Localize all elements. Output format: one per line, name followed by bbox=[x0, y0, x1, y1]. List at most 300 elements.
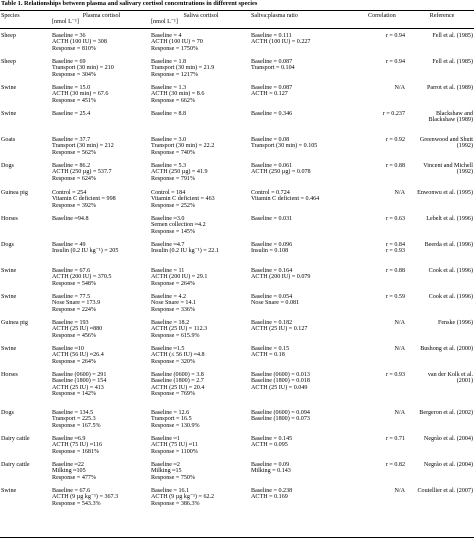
saliva-cell bbox=[151, 85, 204, 104]
cell-line: Response = 264% bbox=[52, 358, 97, 365]
cell-line: ACTH = 0.095 bbox=[251, 442, 288, 449]
plasma-cell bbox=[52, 242, 118, 255]
cell-line: Response = 477% bbox=[52, 474, 97, 481]
cell-line: Cook et al. (1996) bbox=[428, 268, 473, 274]
reference-cell bbox=[411, 33, 473, 39]
reference-cell bbox=[411, 320, 473, 326]
cell-line: Response = 1681% bbox=[52, 448, 100, 455]
cell-line: Parrot et al. (1989) bbox=[426, 85, 473, 91]
cell-line: Transport = 0.104 bbox=[251, 65, 295, 72]
cell-line: Baseline = 8.8 bbox=[151, 111, 187, 117]
bottom-rule bbox=[0, 537, 474, 538]
cell-line: Baseline (1800) = 154 bbox=[52, 378, 107, 385]
cell-line: ACTH (25 IU) = 413 bbox=[52, 384, 104, 391]
species-cell bbox=[1, 111, 16, 117]
cell-line: Beerda et al. (1996) bbox=[424, 242, 473, 248]
correlation-cell bbox=[368, 242, 405, 255]
cell-line: Baseline ≈6.9 bbox=[52, 436, 86, 442]
correlation-cell bbox=[368, 436, 405, 442]
cell-line: Baseline (1800) = 2.7 bbox=[151, 378, 204, 385]
plasma-cell bbox=[52, 216, 89, 222]
cell-line: Nose Snare = 173.9 bbox=[52, 300, 101, 307]
plasma-cell bbox=[52, 137, 114, 156]
cell-line: Baseline = 0.031 bbox=[251, 216, 293, 222]
ratio-cell bbox=[251, 462, 291, 475]
cell-line: Control = 0.724 bbox=[251, 190, 290, 196]
cell-line: (2001) bbox=[456, 378, 473, 385]
cell-line: r = 0.94 bbox=[385, 59, 405, 65]
cell-line: ACTH = 0.18 bbox=[251, 352, 285, 359]
cell-line: Baseline = 12.6 bbox=[151, 410, 190, 416]
cell-line: Baseline (0600) = 291 bbox=[52, 372, 107, 378]
cell-line: Response = 130.9% bbox=[151, 422, 200, 429]
correlation-cell bbox=[368, 372, 405, 378]
cell-line: Swine bbox=[1, 85, 17, 91]
plasma-cell bbox=[52, 33, 107, 52]
cell-line: Response = 769% bbox=[151, 390, 196, 397]
cell-line: ACTH = 0.169 bbox=[251, 494, 288, 501]
plasma-cell bbox=[52, 346, 104, 365]
cell-line: Swine bbox=[1, 268, 17, 274]
cell-line: r = 0.88 bbox=[385, 163, 405, 169]
cell-line: Response = 810% bbox=[52, 45, 97, 52]
cell-line: Response = 750% bbox=[151, 474, 196, 481]
cell-line: Dogs bbox=[1, 242, 14, 248]
ratio-cell bbox=[251, 320, 307, 333]
plasma-cell bbox=[52, 372, 106, 397]
saliva-cell bbox=[151, 242, 219, 255]
cell-line: r = 0.63 bbox=[385, 216, 405, 222]
cell-line: Baseline = 0.061 bbox=[251, 163, 293, 169]
cell-line: ACTH (200 IU) = 370.5 bbox=[52, 274, 112, 281]
saliva-cell bbox=[151, 346, 205, 365]
correlation-cell bbox=[368, 163, 405, 169]
reference-cell bbox=[411, 410, 473, 416]
cell-line: Negrão et al. (2004) bbox=[423, 436, 473, 442]
cell-line: Baseline = 193 bbox=[52, 320, 89, 326]
cell-line: Baseline = 0.182 bbox=[251, 320, 293, 326]
cell-line: Response = 1750% bbox=[151, 45, 199, 52]
cell-line: Response = 336% bbox=[151, 306, 196, 313]
species-cell bbox=[1, 462, 30, 468]
cell-line: ACTH (25 IU) ≈880 bbox=[52, 326, 103, 333]
cell-line: Response = 304% bbox=[52, 71, 97, 78]
cell-line: ACTH (75 IU) ≈11 bbox=[151, 442, 198, 449]
cell-line: ACTH (9 µg kg⁻¹) = 367.3 bbox=[52, 494, 119, 501]
cell-line: Baseline = 11 bbox=[151, 268, 185, 274]
plasma-cell bbox=[52, 190, 116, 209]
reference-cell bbox=[411, 111, 473, 124]
cell-line: Baseline = 0.15 bbox=[251, 346, 290, 352]
cell-line: Transport (30 min) = 0.105 bbox=[251, 143, 318, 150]
cell-line: Bushong et al. (2000) bbox=[420, 346, 473, 352]
reference-cell bbox=[411, 85, 473, 91]
cell-line: Response = 615.9% bbox=[151, 332, 200, 339]
cell-line: Swine bbox=[1, 111, 17, 117]
cell-line: Response = 791% bbox=[151, 175, 196, 182]
species-cell bbox=[1, 488, 16, 494]
cell-line: Vitamin C deficient = 998 bbox=[52, 196, 116, 203]
cell-line: Baseline = 67.6 bbox=[52, 488, 91, 494]
correlation-cell bbox=[368, 190, 405, 196]
correlation-cell bbox=[368, 137, 405, 143]
ratio-cell bbox=[251, 488, 292, 501]
cell-line: Milking ≈105 bbox=[52, 468, 86, 475]
cell-line: Response = 548% bbox=[52, 280, 97, 287]
reference-cell bbox=[411, 163, 473, 176]
species-cell bbox=[1, 163, 14, 169]
ratio-cell bbox=[251, 346, 289, 359]
cell-line: Vincent and Michell bbox=[423, 163, 473, 169]
cell-line: Goats bbox=[1, 137, 16, 143]
cell-line: Baseline = 4.2 bbox=[151, 294, 187, 300]
cell-line: Control = 184 bbox=[151, 190, 186, 196]
cell-line: Baseline = 3.0 bbox=[151, 137, 187, 143]
cell-line: (1992) bbox=[456, 143, 473, 150]
saliva-cell bbox=[151, 137, 214, 156]
header-species: Species bbox=[1, 13, 20, 19]
reference-cell bbox=[411, 294, 473, 300]
reference-cell bbox=[411, 462, 473, 468]
cell-line: van der Kolk et al. bbox=[427, 372, 473, 378]
plasma-cell bbox=[52, 163, 112, 182]
cell-line: ACTH (75 IU) ≈116 bbox=[52, 442, 102, 449]
species-cell bbox=[1, 137, 15, 143]
ratio-cell bbox=[251, 410, 310, 423]
cell-line: Swine bbox=[1, 294, 17, 300]
saliva-cell bbox=[151, 372, 204, 397]
cell-line: Baseline = 86.2 bbox=[52, 163, 91, 169]
plasma-cell bbox=[52, 410, 101, 429]
plasma-cell bbox=[52, 111, 90, 117]
plasma-cell bbox=[52, 268, 111, 287]
cell-line: (1992) bbox=[456, 169, 473, 176]
cell-line: r = 0.84 bbox=[385, 242, 405, 248]
cell-line: Baseline = 18.2 bbox=[151, 320, 190, 326]
cell-line: Blackshaw and bbox=[435, 111, 473, 117]
reference-cell bbox=[411, 488, 473, 494]
cell-line: r = 0.92 bbox=[385, 137, 405, 143]
header-ratio: Saliva:plasma ratio bbox=[251, 13, 298, 19]
cell-line: Baseline ≈22 bbox=[52, 462, 84, 468]
cell-line: Horses bbox=[1, 372, 18, 378]
species-cell bbox=[1, 33, 16, 39]
saliva-cell bbox=[151, 294, 196, 313]
cell-line: Coutellier et al. (2007) bbox=[417, 488, 473, 494]
cell-line: Insulin (0.2 IU kg⁻¹) = 205 bbox=[52, 248, 119, 255]
cell-line: Baseline = 0.054 bbox=[251, 294, 293, 300]
ratio-cell bbox=[251, 294, 299, 307]
ratio-cell bbox=[251, 216, 292, 222]
header-saliva bbox=[151, 13, 251, 26]
correlation-cell bbox=[368, 320, 405, 326]
cell-line: Response = 252% bbox=[151, 202, 196, 209]
table-title: Table 1. Relationships between plasma and salivary cortisol concentrations in different species bbox=[1, 0, 258, 7]
cell-line: r = 0.94 bbox=[385, 33, 405, 39]
species-cell bbox=[1, 216, 18, 222]
cell-line: Baseline = 15.0 bbox=[52, 85, 91, 91]
cell-line: Baseline = 77.5 bbox=[52, 294, 91, 300]
cell-line: Sheep bbox=[1, 33, 16, 39]
cell-line: Response = 142% bbox=[52, 390, 97, 397]
cell-line: Response = 456% bbox=[52, 332, 97, 339]
correlation-cell bbox=[368, 346, 405, 352]
cell-line: Guinea pig bbox=[1, 190, 28, 196]
ratio-cell bbox=[251, 111, 292, 117]
cell-line: Baseline = 1.3 bbox=[151, 85, 187, 91]
cell-line: Response = 1100% bbox=[151, 448, 198, 455]
cell-line: Baseline = 0.145 bbox=[251, 436, 293, 442]
ratio-cell bbox=[251, 163, 311, 176]
cell-line: Baseline = 25.4 bbox=[52, 111, 91, 117]
cell-line: Baseline = 0.346 bbox=[251, 111, 293, 117]
saliva-cell bbox=[151, 410, 200, 429]
cell-line: Baseline = 0.09 bbox=[251, 462, 290, 468]
cell-line: Greenwood and Shutt bbox=[419, 137, 473, 143]
cell-line: Baseline ≈1 bbox=[151, 436, 180, 442]
cell-line: Response = 320% bbox=[151, 358, 196, 365]
cell-line: Transport (30 min) = 210 bbox=[52, 65, 114, 72]
cell-line: Baseline (0600) = 0.094 bbox=[251, 410, 310, 416]
correlation-cell bbox=[368, 85, 405, 91]
cell-line: ACTH (56 IU) ≈26.4 bbox=[52, 352, 104, 359]
cell-line: Baseline = 0.096 bbox=[251, 242, 293, 248]
cell-line: N/A bbox=[394, 85, 405, 91]
cell-line: ACTH (200 IU) = 0.079 bbox=[251, 274, 311, 281]
cell-line: Baseline = 0.164 bbox=[251, 268, 293, 274]
cell-line: Control = 254 bbox=[52, 190, 87, 196]
cell-line: Response = 392% bbox=[52, 202, 97, 209]
species-cell bbox=[1, 190, 28, 196]
cell-line: N/A bbox=[394, 410, 405, 416]
cell-line: Baseline ≈3.0 bbox=[151, 216, 185, 222]
species-cell bbox=[1, 294, 16, 300]
header-reference: Reference bbox=[429, 13, 455, 19]
cell-line: Response = 740% bbox=[151, 149, 196, 156]
cell-line: Baseline ≈10 bbox=[52, 346, 84, 352]
plasma-cell bbox=[52, 85, 108, 104]
cell-line: N/A bbox=[394, 346, 405, 352]
saliva-cell bbox=[151, 488, 214, 507]
ratio-cell bbox=[251, 59, 295, 72]
ratio-cell bbox=[251, 190, 319, 203]
header-saliva-unit: [nmol L⁻¹] bbox=[151, 19, 178, 26]
plasma-cell bbox=[52, 320, 102, 339]
species-cell bbox=[1, 242, 14, 248]
cell-line: ACTH (25 IU) = 0.127 bbox=[251, 326, 308, 333]
cell-line: Baseline (1800) = 0.073 bbox=[251, 416, 310, 423]
cell-line: ACTH (250 µg) = 0.078 bbox=[251, 169, 311, 176]
cell-line: Baseline = 5.3 bbox=[151, 163, 187, 169]
cell-line: ACTH (9 µg kg⁻¹) = 62.2 bbox=[151, 494, 215, 501]
ratio-cell bbox=[251, 137, 317, 150]
cell-line: ACTH = 0.127 bbox=[251, 91, 288, 98]
cell-line: r = 0.71 bbox=[385, 436, 405, 442]
cell-line: ACTH (≤ 56 IU) ≈4.8 bbox=[151, 352, 205, 359]
cell-line: Semen collection ≈4.2 bbox=[151, 222, 206, 229]
header-plasma-label: Plasma cortisol bbox=[82, 13, 121, 19]
cell-line: ACTH (250 µg) = 537.7 bbox=[52, 169, 112, 176]
cell-line: Response = 386.3% bbox=[151, 500, 200, 507]
header-plasma-unit: [nmol L⁻¹] bbox=[52, 19, 79, 26]
saliva-cell bbox=[151, 33, 203, 52]
species-cell bbox=[1, 59, 16, 65]
plasma-cell bbox=[52, 294, 100, 313]
saliva-cell bbox=[151, 59, 214, 78]
cell-line: N/A bbox=[394, 320, 405, 326]
cell-line: Insulin = 0.108 bbox=[251, 248, 289, 255]
cell-line: ACTH (100 IU) = 70 bbox=[151, 39, 203, 46]
ratio-cell bbox=[251, 436, 292, 449]
cell-line: Cook et al. (1996) bbox=[428, 294, 473, 300]
species-cell bbox=[1, 268, 16, 274]
saliva-cell bbox=[151, 190, 215, 209]
cell-line: r = 0.93 bbox=[385, 372, 405, 378]
cell-line: Response = 624% bbox=[52, 175, 97, 182]
cell-line: Fell et al. (1985) bbox=[432, 59, 473, 65]
reference-cell bbox=[411, 137, 473, 150]
cell-line: Bergeron et al. (2002) bbox=[419, 410, 473, 416]
reference-cell bbox=[411, 268, 473, 274]
cell-line: r = 0.93 bbox=[385, 248, 405, 255]
cell-line: Baseline ≈2 bbox=[151, 462, 180, 468]
species-cell bbox=[1, 85, 16, 91]
cell-line: Response = 562% bbox=[52, 149, 97, 156]
species-cell bbox=[1, 436, 30, 442]
cell-line: Fell et al. (1985) bbox=[432, 33, 473, 39]
cell-line: Baseline = 49 bbox=[52, 242, 86, 248]
cell-line: Response = 1217% bbox=[151, 71, 199, 78]
cell-line: Swine bbox=[1, 488, 17, 494]
reference-cell bbox=[411, 242, 473, 248]
cell-line: Transport = 225.3 bbox=[52, 416, 96, 423]
cell-line: Dairy cattle bbox=[1, 462, 30, 468]
ratio-cell bbox=[251, 372, 310, 391]
cell-line: r = 0.59 bbox=[385, 294, 405, 300]
cell-line: Nose Snare = 0.081 bbox=[251, 300, 300, 307]
reference-cell bbox=[411, 216, 473, 222]
cell-line: Dairy cattle bbox=[1, 436, 30, 442]
species-cell bbox=[1, 410, 14, 416]
cell-line: Negrão et al. (2004) bbox=[423, 462, 473, 468]
cell-line: Transport (30 min) = 212 bbox=[52, 143, 114, 150]
cell-line: Response = 224% bbox=[52, 306, 97, 313]
cell-line: Baseline = 134.5 bbox=[52, 410, 94, 416]
saliva-cell bbox=[151, 462, 195, 481]
cell-line: Milking = 0.143 bbox=[251, 468, 291, 475]
cell-line: N/A bbox=[394, 190, 405, 196]
cell-line: Enwonwu et al. (1995) bbox=[417, 190, 473, 196]
cell-line: Nose Snare = 14.1 bbox=[151, 300, 197, 307]
saliva-cell bbox=[151, 320, 207, 339]
cell-line: Transport (30 min) = 21.9 bbox=[151, 65, 215, 72]
cell-line: Response = 543.3% bbox=[52, 500, 101, 507]
saliva-cell bbox=[151, 436, 198, 455]
cell-line: Vitamin C deficient = 463 bbox=[151, 196, 215, 203]
correlation-cell bbox=[368, 410, 405, 416]
cell-line: ACTH (100 IU) = 308 bbox=[52, 39, 107, 46]
cell-line: Dogs bbox=[1, 163, 14, 169]
saliva-cell bbox=[151, 216, 206, 235]
top-rule bbox=[0, 10, 474, 11]
cell-line: Baseline = 0.08 bbox=[251, 137, 290, 143]
cell-line: Insulin (0.2 IU kg⁻¹) = 22.1 bbox=[151, 248, 219, 255]
cell-line: Baseline (0600) = 0.013 bbox=[251, 372, 310, 378]
correlation-cell bbox=[368, 59, 405, 65]
reference-cell bbox=[411, 372, 473, 385]
cell-line: Swine bbox=[1, 346, 17, 352]
reference-cell bbox=[411, 59, 473, 65]
cell-line: Baseline = 37.7 bbox=[52, 137, 91, 143]
header-correlation: Correlation bbox=[368, 13, 396, 19]
cell-line: Transport (30 min) = 22.2 bbox=[151, 143, 215, 150]
correlation-cell bbox=[368, 216, 405, 222]
cell-line: Dogs bbox=[1, 410, 14, 416]
cell-line: ACTH (25 IU) = 0.049 bbox=[251, 384, 308, 391]
cell-line: Baseline (0600) = 3.8 bbox=[151, 372, 204, 378]
correlation-cell bbox=[368, 33, 405, 39]
ratio-cell bbox=[251, 242, 292, 255]
reference-cell bbox=[411, 436, 473, 442]
cell-line: Response = 264% bbox=[151, 280, 196, 287]
cell-line: Baseline = 69 bbox=[52, 59, 86, 65]
cell-line: Response = 662% bbox=[151, 97, 196, 104]
header-plasma bbox=[52, 13, 151, 26]
reference-cell bbox=[411, 346, 473, 352]
species-cell bbox=[1, 346, 16, 352]
cell-line: Sheep bbox=[1, 59, 16, 65]
ratio-cell bbox=[251, 33, 310, 46]
saliva-cell bbox=[151, 268, 207, 287]
header-saliva-label: Saliva cortisol bbox=[183, 13, 219, 19]
header-rule bbox=[0, 28, 474, 29]
cell-line: Lebelt et al. (1996) bbox=[426, 216, 473, 222]
cell-line: ACTH (100 IU) = 0.227 bbox=[251, 39, 311, 46]
cell-line: ACTH (30 min) = 67.6 bbox=[52, 91, 109, 98]
cell-line: ACTH (30 min) = 8.6 bbox=[151, 91, 205, 98]
cell-line: Response = 451% bbox=[52, 97, 97, 104]
cell-line: Transport = 16.5 bbox=[151, 416, 192, 423]
cell-line: Response = 145% bbox=[151, 228, 196, 235]
cell-line: r = 0.82 bbox=[385, 462, 405, 468]
cell-line: Baseline = 0.087 bbox=[251, 59, 293, 65]
cell-line: r = 0.88 bbox=[385, 268, 405, 274]
cell-line: Baseline ≈94.8 bbox=[52, 216, 89, 222]
cell-line: Baseline = 0.111 bbox=[251, 33, 292, 39]
correlation-cell bbox=[368, 488, 405, 494]
cell-line: Baseline (1800) = 0.018 bbox=[251, 378, 310, 385]
cell-line: Baseline = 0.238 bbox=[251, 488, 293, 494]
ratio-cell bbox=[251, 85, 292, 98]
cell-line: Horses bbox=[1, 216, 18, 222]
cell-line: ACTH (250 µg) = 41.9 bbox=[151, 169, 208, 176]
cell-line: ACTH (25 IU) = 20.4 bbox=[151, 384, 205, 391]
cell-line: Response = 167.5% bbox=[52, 422, 101, 429]
cell-line: Baseline = 67.6 bbox=[52, 268, 91, 274]
correlation-cell bbox=[368, 268, 405, 274]
plasma-cell bbox=[52, 436, 102, 455]
cell-line: Baseline ≈4.7 bbox=[151, 242, 185, 248]
cell-line: Fenske (1996) bbox=[437, 320, 473, 326]
cell-line: Guinea pig bbox=[1, 320, 28, 326]
plasma-cell bbox=[52, 59, 114, 78]
cell-line: Milking ≈15 bbox=[151, 468, 182, 475]
correlation-cell bbox=[368, 111, 405, 117]
cell-line: ACTH (200 IU) = 29.1 bbox=[151, 274, 208, 281]
species-cell bbox=[1, 372, 18, 378]
reference-cell bbox=[411, 190, 473, 196]
species-cell bbox=[1, 320, 28, 326]
